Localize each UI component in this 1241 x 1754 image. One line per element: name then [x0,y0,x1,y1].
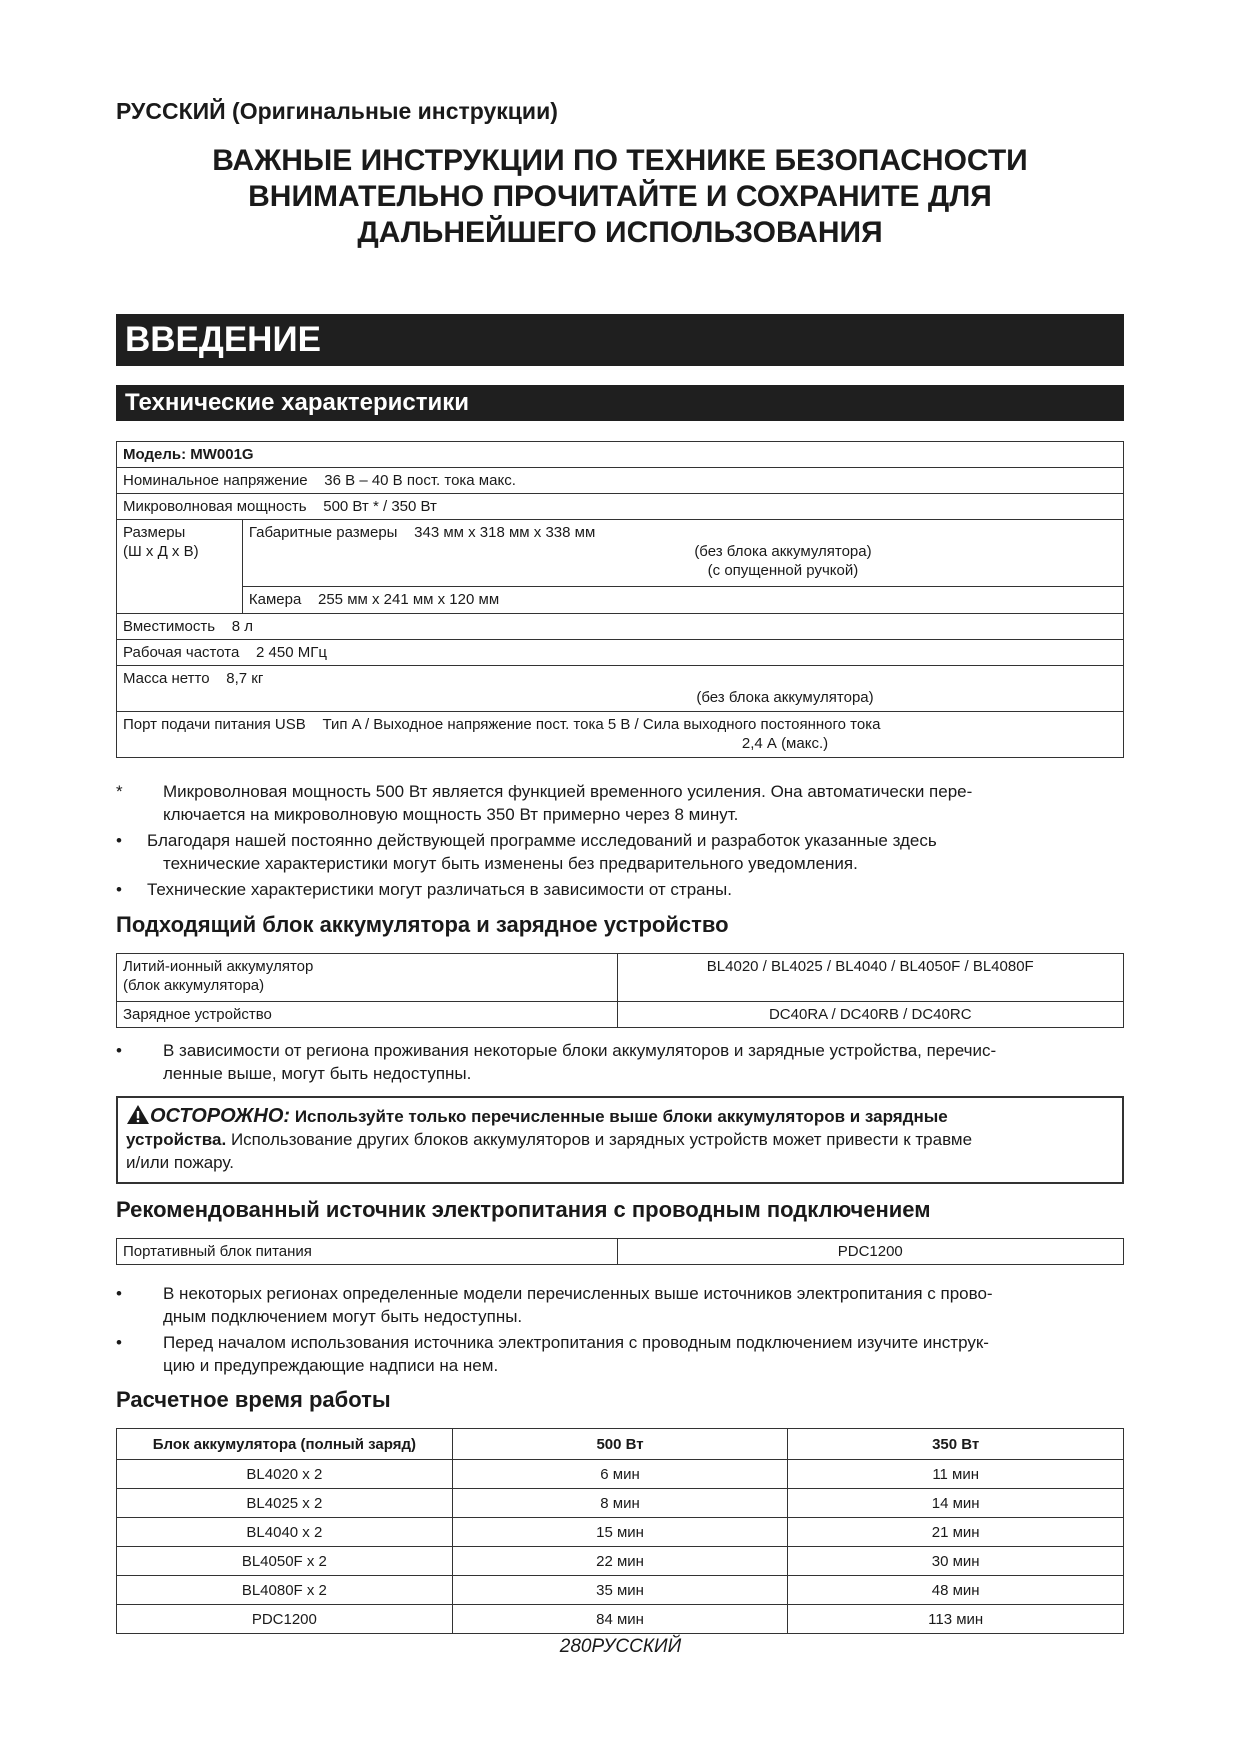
table-row [117,954,1124,1002]
dimensions-label: Размеры [123,524,186,541]
asterisk-mark: * [116,782,123,801]
frequency-value: 2 450 МГц [256,644,327,661]
table-row [117,587,1124,614]
spec-note-3 [116,878,1124,901]
overall-note: (с опущенной ручкой) [707,562,859,579]
bullet-mark: • [116,1284,122,1303]
table-row [117,712,1124,758]
model-cell: Модель: MW001G [117,442,1124,468]
charger-models: DC40RA / DC40RB / DC40RC [617,1002,1123,1028]
table-row [117,640,1124,666]
safety-title-line: ДАЛЬНЕЙШЕГО ИСПОЛЬЗОВАНИЯ [357,216,883,249]
table-row [117,1518,1124,1547]
table-row [117,614,1124,640]
runtime-500-cell: 8 мин [452,1489,788,1518]
warning-triangle-icon [126,1104,150,1125]
battery-table [116,953,1124,1028]
runtime-350-cell: 21 мин [788,1518,1124,1547]
safety-title [116,143,1124,251]
table-row [117,1547,1124,1576]
runtime-500-cell: 84 мин [452,1605,788,1634]
note-line: В зависимости от региона проживания некоторые блоки аккумуляторов и зарядные устройства, перечис- [163,1041,997,1060]
note-line: Микроволновая мощность 500 Вт является функцией временного усиления. Она автоматически пере- [163,782,973,801]
runtime-350-cell: 113 мин [788,1605,1124,1634]
bullet-mark: • [116,1333,122,1352]
battery-cell: BL4025 x 2 [117,1489,453,1518]
caution-bold-text: Используйте только перечисленные выше блоки аккумуляторов и зарядные [294,1107,948,1126]
battery-note [116,1039,1124,1085]
dimensions-sublabel: (Ш x Д x В) [123,543,199,560]
table-row [117,1002,1124,1028]
overall-note: (без блока аккумулятора) [694,543,872,560]
battery-label: Литий-ионный аккумулятор [123,958,314,975]
table-row [117,1605,1124,1634]
psu-heading: Рекомендованный источник электропитания с проводным подключением [116,1197,931,1222]
caution-bold-text: устройства. [126,1130,227,1149]
battery-cell: PDC1200 [117,1605,453,1634]
table-row [117,1576,1124,1605]
runtime-table [116,1428,1124,1634]
table-row [117,520,1124,587]
psu-note-1 [116,1282,1124,1328]
chamber-label: Камера [248,591,302,609]
intro-banner: ВВЕДЕНИЕ [116,314,1124,366]
column-header: 350 Вт [788,1429,1124,1460]
microwave-power-cell [117,494,1124,520]
battery-heading: Подходящий блок аккумулятора и зарядное устройство [116,912,729,937]
overall-dimensions-value: 343 мм x 318 мм x 338 мм [414,524,596,541]
safety-title-line: ВАЖНЫЕ ИНСТРУКЦИИ ПО ТЕХНИКЕ БЕЗОПАСНОСТИ [212,144,1028,177]
overall-dimensions-cell [242,520,1123,587]
table-header-row [117,1429,1124,1460]
spec-table [116,441,1124,758]
table-row [117,494,1124,520]
bullet-mark: • [116,880,122,899]
runtime-500-cell: 15 мин [452,1518,788,1547]
note-line: технические характеристики могут быть изменены без предварительного уведомления. [163,854,858,873]
battery-cell: BL4050F x 2 [117,1547,453,1576]
bullet-mark: • [116,831,122,850]
note-line: цию и предупреждающие надписи на нем. [163,1356,499,1375]
note-line: Перед началом использования источника электропитания с проводным подключением изучите инструк- [163,1333,989,1352]
battery-cell: BL4040 x 2 [117,1518,453,1547]
psu-model: PDC1200 [617,1239,1123,1265]
psu-label: Портативный блок питания [117,1239,618,1265]
overall-dimensions-label: Габаритные размеры [248,524,398,541]
spec-note-2 [116,829,1124,875]
frequency-label: Рабочая частота [123,644,240,661]
table-row [117,1489,1124,1518]
battery-models: BL4020 / BL4025 / BL4040 / BL4050F / BL4080F [617,954,1123,1002]
note-line: дным подключением могут быть недоступны. [163,1307,523,1326]
runtime-350-cell: 11 мин [788,1460,1124,1489]
battery-cell: BL4020 x 2 [117,1460,453,1489]
capacity-cell [117,614,1124,640]
microwave-power-value: 500 Вт * / 350 Вт [323,498,437,515]
table-row [117,1239,1124,1265]
mass-cell [117,666,1124,712]
usb-label: Порт подачи питания USB [123,716,306,733]
note-line: ленные выше, могут быть недоступны. [163,1064,472,1083]
battery-cell: BL4080F x 2 [117,1576,453,1605]
chamber-value: 255 мм x 241 мм x 120 мм [318,591,500,609]
usb-value: Тип A / Выходное напряжение пост. тока 5 В / Сила выходного постоянного тока [322,716,881,733]
charger-label: Зарядное устройство [117,1002,618,1028]
runtime-350-cell: 30 мин [788,1547,1124,1576]
table-row [117,1460,1124,1489]
table-row [117,442,1124,468]
note-line: В некоторых регионах определенные модели перечисленных выше источников электропитания с прово- [163,1284,993,1303]
battery-label-cell [117,954,618,1002]
runtime-500-cell: 22 мин [452,1547,788,1576]
column-header: 500 Вт [452,1429,788,1460]
runtime-350-cell: 48 мин [788,1576,1124,1605]
spec-heading: Технические характеристики [116,385,1124,421]
page-footer: 280РУССКИЙ [559,1636,682,1657]
language-heading: РУССКИЙ (Оригинальные инструкции) [116,98,558,124]
microwave-power-label: Микроволновая мощность [123,498,307,515]
capacity-label: Вместимость [123,618,216,635]
runtime-350-cell: 14 мин [788,1489,1124,1518]
safety-title-line: ВНИМАТЕЛЬНО ПРОЧИТАЙТЕ И СОХРАНИТЕ ДЛЯ [248,180,992,213]
rated-voltage-cell [117,468,1124,494]
dimensions-label-cell [117,520,243,614]
usb-value-line2: 2,4 А (макс.) [741,735,829,752]
mass-value: 8,7 кг [226,670,264,687]
psu-note-2 [116,1331,1124,1377]
mass-note: (без блока аккумулятора) [696,689,874,706]
runtime-500-cell: 35 мин [452,1576,788,1605]
caution-label: ОСТОРОЖНО: [150,1105,291,1127]
chamber-cell [242,587,1123,614]
runtime-heading: Расчетное время работы [116,1387,391,1412]
bullet-mark: • [116,1041,122,1060]
rated-voltage-value: 36 В – 40 В пост. тока макс. [324,472,516,489]
frequency-cell [117,640,1124,666]
note-line: ключается на микроволновую мощность 350 Вт примерно через 8 минут. [163,805,739,824]
note-line: Благодаря нашей постоянно действующей программе исследований и разработок указанные здесь [147,831,937,850]
runtime-500-cell: 6 мин [452,1460,788,1489]
table-row [117,468,1124,494]
caution-text: и/или пожару. [126,1153,234,1172]
spec-note-1 [116,780,1124,826]
column-header: Блок аккумулятора (полный заряд) [117,1429,453,1460]
battery-sublabel: (блок аккумулятора) [123,977,265,994]
rated-voltage-label: Номинальное напряжение [123,472,308,489]
caution-text: Использование других блоков аккумуляторов и зарядных устройств может привести к травме [230,1130,973,1149]
table-row [117,666,1124,712]
caution-box [116,1096,1124,1184]
psu-table [116,1238,1124,1265]
mass-label: Масса нетто [123,670,210,687]
usb-cell [117,712,1124,758]
note-line: Технические характеристики могут различаться в зависимости от страны. [147,880,732,899]
capacity-value: 8 л [231,618,254,635]
